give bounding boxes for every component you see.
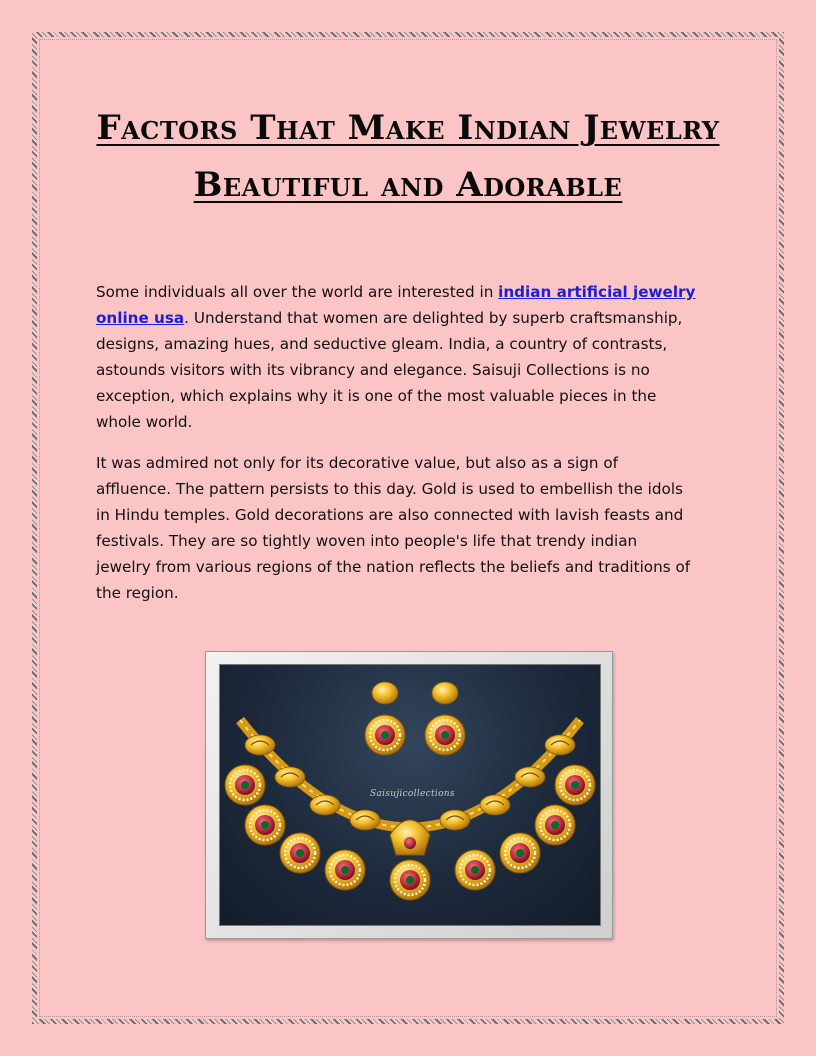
photo-watermark: Saisujicollections bbox=[370, 789, 455, 799]
paragraph-intro bbox=[96, 279, 696, 435]
paragraph-intro-text-cont: . Understand that women are delighted by superb craftsmanship, designs, amazing hues, and seductive gleam. India, a country of contrasts, astounds visitors with its vibrancy and elegance. Saisuji Collections is no exception, which explains why it is one of the most valuable pieces in the whole world. bbox=[96, 309, 683, 431]
indian-artificial-jewelry-link[interactable]: indian artificial jewelry online usa bbox=[96, 283, 696, 327]
jewelry-photo-frame bbox=[205, 651, 613, 939]
page-title: Factors That Make Indian Jewelry Beautiful and Adorable bbox=[96, 108, 720, 205]
paragraph-history: It was admired not only for its decorative value, but also as a sign of affluence. The pattern persists to this day. Gold is used to embellish the idols in Hindu temples. Gold decorations are also connected with lavish feasts and festivals. They are so tightly woven into people's life that trendy indian jewelry from various regions of the nation reflects the beliefs and traditions of the region. bbox=[96, 454, 691, 602]
earring-right bbox=[425, 682, 465, 755]
paragraph-intro-text: Some individuals all over the world are interested in bbox=[96, 283, 499, 301]
earring-left bbox=[365, 682, 405, 755]
jewelry-photo bbox=[219, 664, 601, 926]
